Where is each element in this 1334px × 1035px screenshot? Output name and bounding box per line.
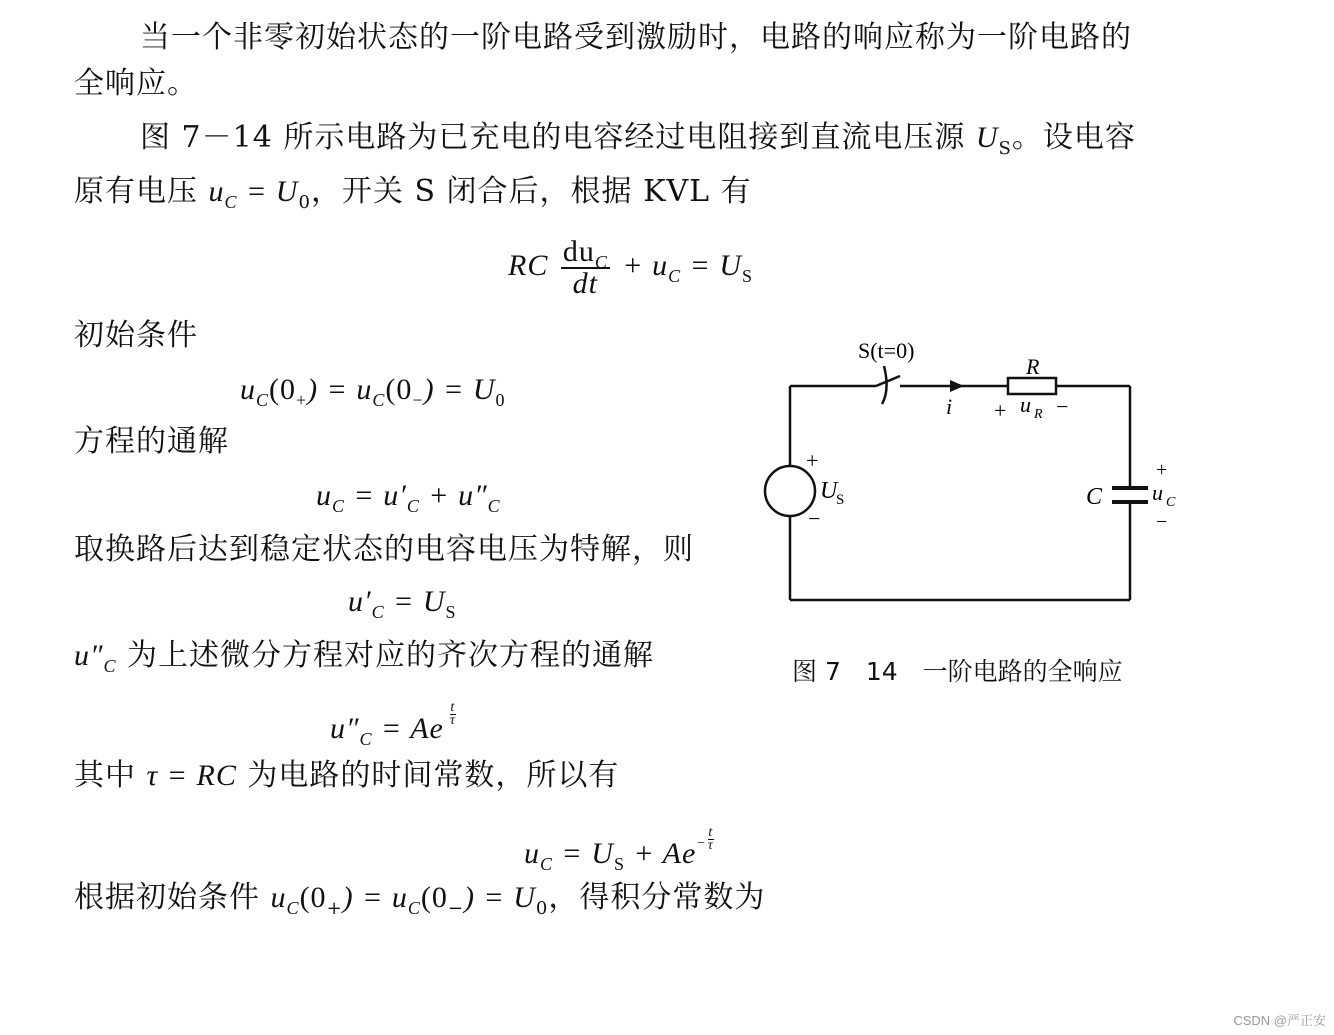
ur-plus: + <box>994 398 1007 423</box>
eq-initial-minus: − <box>412 390 424 410</box>
eq-kvl-den: dt <box>572 267 599 301</box>
resistor-label: R <box>1026 354 1040 379</box>
eq-initial-a: (0 <box>269 373 297 406</box>
eq-full-s1: C <box>540 854 554 874</box>
eq-general-s1: C <box>332 496 346 516</box>
eq-initial-sub2: C <box>372 390 386 410</box>
eq-particular-a: u′ <box>348 585 372 618</box>
homog-text: 为上述微分方程对应的齐次方程的通解 <box>116 638 655 673</box>
eq-homog-exponent <box>450 702 456 727</box>
para1-line2: 全响应。 <box>74 66 198 101</box>
eq-full-exp-sign: − <box>696 836 707 851</box>
para2-line2-text: 原有电压 <box>74 174 209 209</box>
source-minus: − <box>808 506 821 531</box>
eq-homog <box>330 702 456 747</box>
final-eq4: (0 <box>420 881 448 914</box>
current-arrow-icon <box>950 380 964 392</box>
eq-kvl-rhs: = U <box>689 249 743 282</box>
eq-initial-b: ) = u <box>307 373 373 406</box>
source-plus: + <box>806 448 819 473</box>
u0-var: = U <box>237 175 299 208</box>
eq-general-c: + u″ <box>419 479 488 512</box>
para1-line1: 当一个非零初始状态的一阶电路受到激励时，电路的响应称为一阶电路的 <box>140 20 1132 55</box>
uc-label: u <box>1152 480 1163 505</box>
eq-particular <box>348 584 457 620</box>
final-eq1: u <box>270 881 287 914</box>
homog-sub: C <box>103 656 117 676</box>
eq-full-s2: S <box>613 854 625 874</box>
label-final <box>74 880 766 919</box>
final-eq2: (0 <box>299 881 327 914</box>
source-sub: S <box>836 492 845 508</box>
eq-homog-exp-num: t <box>450 700 456 715</box>
eq-kvl-fraction <box>561 237 610 299</box>
eq-full-exponent <box>708 827 714 852</box>
eq-particular-s1: C <box>371 602 385 622</box>
eq-initial-d: ) = U <box>423 373 496 406</box>
uc-sub: C <box>1166 495 1176 510</box>
eq-initial-sub3: 0 <box>495 390 506 410</box>
u0-sub: 0 <box>298 192 311 213</box>
ur-label: u <box>1020 392 1031 417</box>
eq-homog-exp-den: τ <box>449 713 456 728</box>
final-sp: + <box>326 898 343 919</box>
figure-caption: 图 7 14 一阶电路的全响应 <box>792 657 1123 686</box>
eq-kvl-num <box>561 235 610 273</box>
eq-particular-b: = U <box>384 585 446 618</box>
switch-label: S(t=0) <box>858 338 915 363</box>
source-label: U <box>820 478 838 504</box>
eq-initial-plus: + <box>296 390 308 410</box>
eq-kvl-num-text: du <box>562 235 595 269</box>
para2-line2 <box>74 174 752 213</box>
eq-full <box>524 826 714 872</box>
eq-kvl <box>508 234 754 301</box>
uc-sub: C <box>224 192 238 212</box>
eq-kvl-rc: RC <box>508 249 549 282</box>
us-var: U <box>975 121 999 154</box>
ur-minus: − <box>1056 394 1069 419</box>
final-s3: 0 <box>535 898 549 919</box>
label-initial: 初始条件 <box>74 318 198 353</box>
eq-general-a: u <box>316 479 332 512</box>
final-s2: C <box>407 898 421 918</box>
eq-particular-s2: S <box>445 602 457 622</box>
uc-minus: − <box>1156 511 1168 533</box>
tau-text-b: 为电路的时间常数，所以有 <box>236 758 620 793</box>
label-particular: 取换路后达到稳定状态的电容电压为特解，则 <box>74 532 694 567</box>
final-sm: − <box>447 898 464 919</box>
final-s1: C <box>286 898 300 918</box>
eq-full-exp-num: t <box>708 825 714 840</box>
para2-text: 图 7－14 所示电路为已充电的电容经过电阻接到直流电压源 <box>140 120 976 155</box>
eq-homog-b: = Ae <box>372 712 444 745</box>
label-general: 方程的通解 <box>74 424 229 459</box>
label-homog <box>74 638 654 674</box>
para2-end: 。设电容 <box>1011 120 1136 155</box>
eq-full-a: u <box>524 837 540 870</box>
eq-initial-sub1: C <box>256 390 270 410</box>
homog-var: u″ <box>74 639 104 672</box>
switch-symbol <box>876 366 900 404</box>
uc-var: u <box>208 175 225 208</box>
eq-kvl-num-sub: C <box>594 252 608 273</box>
final-eq3: ) = u <box>342 881 408 914</box>
final-text-a: 根据初始条件 <box>74 880 271 915</box>
us-sub: S <box>998 138 1012 159</box>
eq-homog-a: u″ <box>330 712 360 745</box>
eq-full-b: = U <box>553 837 614 870</box>
tau-text-a: 其中 <box>74 758 147 793</box>
eq-kvl-rest-sub: C <box>668 266 682 286</box>
eq-general <box>316 478 501 514</box>
final-text-b: ，得积分常数为 <box>548 880 766 915</box>
para2-line1 <box>140 120 1136 159</box>
circuit-diagram <box>750 336 1190 636</box>
tau-eq: τ = RC <box>146 759 237 792</box>
current-label: i <box>946 394 953 419</box>
label-tau <box>74 758 619 794</box>
eq-initial <box>240 372 505 408</box>
para2-line2-end: ，开关 S 闭合后，根据 KVL 有 <box>310 174 752 209</box>
eq-general-s2: C <box>406 496 420 516</box>
eq-general-s3: C <box>487 496 501 516</box>
ur-sub: R <box>1034 407 1043 422</box>
capacitor-label: C <box>1086 484 1103 510</box>
eq-full-c: + Ae <box>624 837 697 870</box>
eq-kvl-rhs-sub: S <box>742 266 754 286</box>
eq-kvl-rest: + u <box>622 249 669 282</box>
uc-plus: + <box>1156 459 1168 481</box>
eq-general-b: = u′ <box>345 479 407 512</box>
watermark: CSDN @严正安 <box>1233 1013 1326 1028</box>
eq-initial-c: (0 <box>385 373 413 406</box>
eq-initial-u1: u <box>240 373 256 406</box>
resistor-symbol <box>1008 378 1056 394</box>
eq-homog-s1: C <box>359 729 373 749</box>
final-eq5: ) = U <box>464 881 536 914</box>
eq-full-exp-den: τ <box>707 838 714 853</box>
